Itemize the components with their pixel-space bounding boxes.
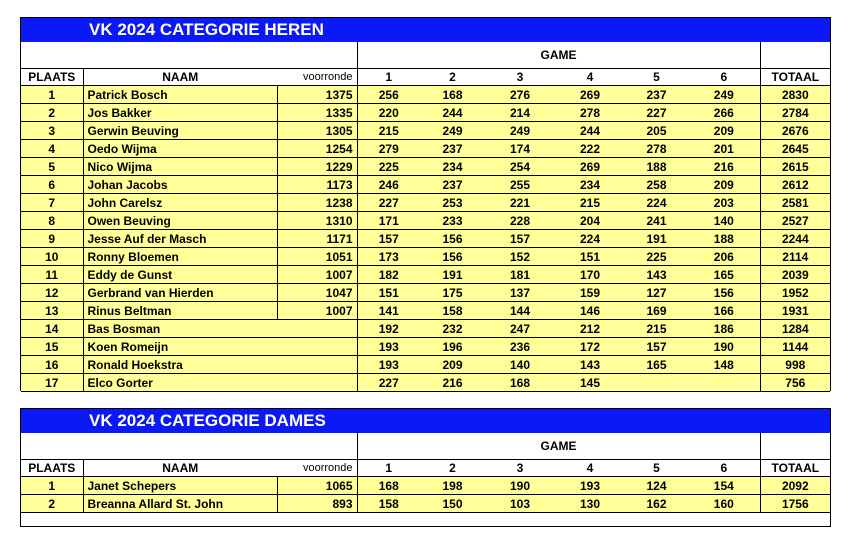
- game-1-score: 215: [357, 122, 420, 140]
- game-3-score: 103: [485, 495, 555, 513]
- name-cell: Jos Bakker: [83, 104, 277, 122]
- column-header-g6: 6: [688, 460, 760, 477]
- total-cell: 2830: [760, 86, 830, 104]
- game-2-score: 232: [420, 320, 485, 338]
- game-4-score: 159: [555, 284, 625, 302]
- blank-cell: [277, 433, 357, 460]
- name-cell: Gerwin Beuving: [83, 122, 277, 140]
- game-2-score: 209: [420, 356, 485, 374]
- name-cell: Janet Schepers: [83, 477, 277, 495]
- column-header-totaal: TOTAAL: [760, 460, 830, 477]
- game-1-score: 193: [357, 338, 420, 356]
- blank-cell: [83, 42, 277, 69]
- game-5-score: 225: [625, 248, 688, 266]
- total-cell: 998: [760, 356, 830, 374]
- voorronde-cell: 1238: [277, 194, 357, 212]
- column-header-voorronde: voorronde: [277, 460, 357, 477]
- total-cell: 2612: [760, 176, 830, 194]
- game-2-score: 156: [420, 230, 485, 248]
- table-row: [21, 140, 830, 158]
- total-cell: 2581: [760, 194, 830, 212]
- table-row: [21, 248, 830, 266]
- game-2-score: 198: [420, 477, 485, 495]
- game-header: GAME: [357, 433, 760, 460]
- game-1-score: 141: [357, 302, 420, 320]
- total-cell: 2784: [760, 104, 830, 122]
- game-3-score: 221: [485, 194, 555, 212]
- game-6-score: 249: [688, 86, 760, 104]
- game-2-score: 168: [420, 86, 485, 104]
- game-6-score: 266: [688, 104, 760, 122]
- game-6-score: 201: [688, 140, 760, 158]
- table-row: [21, 86, 830, 104]
- column-header-g5: 5: [625, 460, 688, 477]
- game-3-score: 152: [485, 248, 555, 266]
- voorronde-cell: 1171: [277, 230, 357, 248]
- voorronde-cell: 1254: [277, 140, 357, 158]
- game-1-score: 246: [357, 176, 420, 194]
- table-row: [21, 266, 830, 284]
- voorronde-cell: 1335: [277, 104, 357, 122]
- game-3-score: 181: [485, 266, 555, 284]
- game-1-score: 173: [357, 248, 420, 266]
- column-header-plaats: PLAATS: [21, 460, 83, 477]
- name-cell: Ronny Bloemen: [83, 248, 277, 266]
- game-1-score: 225: [357, 158, 420, 176]
- game-5-score: 205: [625, 122, 688, 140]
- name-cell: Rinus Beltman: [83, 302, 277, 320]
- rank-cell: 8: [21, 212, 83, 230]
- total-cell: 2092: [760, 477, 830, 495]
- game-4-score: 244: [555, 122, 625, 140]
- total-cell: 2114: [760, 248, 830, 266]
- column-header-g1: 1: [357, 460, 420, 477]
- game-2-score: 191: [420, 266, 485, 284]
- game-2-score: 158: [420, 302, 485, 320]
- game-3-score: 276: [485, 86, 555, 104]
- heren-title: VK 2024 CATEGORIE HEREN: [21, 18, 830, 42]
- game-4-score: 145: [555, 374, 625, 392]
- table-row: [21, 176, 830, 194]
- game-4-score: 193: [555, 477, 625, 495]
- game-1-score: 227: [357, 194, 420, 212]
- game-3-score: 247: [485, 320, 555, 338]
- name-cell: John Carelsz: [83, 194, 277, 212]
- table-row: [21, 104, 830, 122]
- game-5-score: 165: [625, 356, 688, 374]
- table-row: [21, 158, 830, 176]
- game-1-score: 193: [357, 356, 420, 374]
- rank-cell: 14: [21, 320, 83, 338]
- game-6-score: 209: [688, 176, 760, 194]
- voorronde-cell: 1047: [277, 284, 357, 302]
- total-cell: 1931: [760, 302, 830, 320]
- game-4-score: 224: [555, 230, 625, 248]
- game-4-score: 130: [555, 495, 625, 513]
- heren-table: [21, 42, 830, 409]
- game-6-score: 165: [688, 266, 760, 284]
- game-header: GAME: [357, 42, 760, 69]
- game-1-score: 192: [357, 320, 420, 338]
- blank-cell: [21, 392, 830, 410]
- total-cell: 1756: [760, 495, 830, 513]
- voorronde-cell: 1229: [277, 158, 357, 176]
- game-3-score: 168: [485, 374, 555, 392]
- total-cell: 1284: [760, 320, 830, 338]
- rank-cell: 13: [21, 302, 83, 320]
- name-cell: Oedo Wijma: [83, 140, 277, 158]
- game-3-score: 255: [485, 176, 555, 194]
- game-6-score: 156: [688, 284, 760, 302]
- name-cell: Ronald Hoekstra: [83, 356, 357, 374]
- voorronde-cell: 893: [277, 495, 357, 513]
- table-row: [21, 477, 830, 495]
- game-3-score: 157: [485, 230, 555, 248]
- column-header-g4: 4: [555, 460, 625, 477]
- rank-cell: 12: [21, 284, 83, 302]
- game-5-score: 278: [625, 140, 688, 158]
- game-2-score: 216: [420, 374, 485, 392]
- game-5-score: 191: [625, 230, 688, 248]
- name-cell: Eddy de Gunst: [83, 266, 277, 284]
- rank-cell: 3: [21, 122, 83, 140]
- game-5-score: 143: [625, 266, 688, 284]
- game-3-score: 190: [485, 477, 555, 495]
- game-2-score: 175: [420, 284, 485, 302]
- game-5-score: 224: [625, 194, 688, 212]
- rank-cell: 7: [21, 194, 83, 212]
- voorronde-cell: 1007: [277, 302, 357, 320]
- name-cell: Patrick Bosch: [83, 86, 277, 104]
- game-5-score: [625, 374, 688, 392]
- game-4-score: 234: [555, 176, 625, 194]
- total-cell: 2615: [760, 158, 830, 176]
- game-6-score: [688, 374, 760, 392]
- total-cell: 2527: [760, 212, 830, 230]
- game-3-score: 254: [485, 158, 555, 176]
- name-cell: Elco Gorter: [83, 374, 357, 392]
- game-5-score: 188: [625, 158, 688, 176]
- game-4-score: 151: [555, 248, 625, 266]
- rank-cell: 6: [21, 176, 83, 194]
- blank-cell: [760, 433, 830, 460]
- blank-cell: [21, 513, 830, 531]
- game-4-score: 212: [555, 320, 625, 338]
- blank-cell: [83, 433, 277, 460]
- table-row: [21, 194, 830, 212]
- table-row: [21, 495, 830, 513]
- name-cell: Gerbrand van Hierden: [83, 284, 277, 302]
- game-1-score: 158: [357, 495, 420, 513]
- game-5-score: 169: [625, 302, 688, 320]
- rank-cell: 1: [21, 477, 83, 495]
- game-4-score: 269: [555, 86, 625, 104]
- game-3-score: 249: [485, 122, 555, 140]
- total-cell: 1952: [760, 284, 830, 302]
- game-3-score: 137: [485, 284, 555, 302]
- table-row: [21, 122, 830, 140]
- game-4-score: 146: [555, 302, 625, 320]
- heren-results-table: [20, 17, 831, 391]
- game-6-score: 203: [688, 194, 760, 212]
- column-header-g3: 3: [485, 460, 555, 477]
- game-6-score: 160: [688, 495, 760, 513]
- game-4-score: 170: [555, 266, 625, 284]
- table-row: [21, 302, 830, 320]
- game-6-score: 209: [688, 122, 760, 140]
- name-cell: Breanna Allard St. John: [83, 495, 277, 513]
- game-5-score: 227: [625, 104, 688, 122]
- voorronde-cell: 1375: [277, 86, 357, 104]
- total-cell: 756: [760, 374, 830, 392]
- game-1-score: 220: [357, 104, 420, 122]
- game-6-score: 140: [688, 212, 760, 230]
- dames-results-table: [20, 408, 831, 527]
- table-row: [21, 230, 830, 248]
- rank-cell: 15: [21, 338, 83, 356]
- game-1-score: 168: [357, 477, 420, 495]
- rank-cell: 10: [21, 248, 83, 266]
- table-row: [21, 212, 830, 230]
- game-3-score: 214: [485, 104, 555, 122]
- name-cell: Koen Romeijn: [83, 338, 357, 356]
- column-header-g4: 4: [555, 69, 625, 86]
- rank-cell: 9: [21, 230, 83, 248]
- game-5-score: 237: [625, 86, 688, 104]
- game-3-score: 236: [485, 338, 555, 356]
- blank-cell: [760, 42, 830, 69]
- voorronde-cell: 1065: [277, 477, 357, 495]
- total-cell: 2039: [760, 266, 830, 284]
- game-2-score: 253: [420, 194, 485, 212]
- game-4-score: 204: [555, 212, 625, 230]
- game-6-score: 186: [688, 320, 760, 338]
- game-4-score: 222: [555, 140, 625, 158]
- game-2-score: 244: [420, 104, 485, 122]
- game-1-score: 171: [357, 212, 420, 230]
- table-row: [21, 356, 830, 374]
- game-1-score: 151: [357, 284, 420, 302]
- voorronde-cell: 1310: [277, 212, 357, 230]
- game-5-score: 258: [625, 176, 688, 194]
- blank-cell: [21, 42, 83, 69]
- column-header-g2: 2: [420, 460, 485, 477]
- rank-cell: 17: [21, 374, 83, 392]
- rank-cell: 4: [21, 140, 83, 158]
- column-header-g6: 6: [688, 69, 760, 86]
- game-3-score: 144: [485, 302, 555, 320]
- table-row: [21, 374, 830, 392]
- game-6-score: 154: [688, 477, 760, 495]
- dames-title: VK 2024 CATEGORIE DAMES: [21, 409, 830, 433]
- game-6-score: 166: [688, 302, 760, 320]
- game-6-score: 190: [688, 338, 760, 356]
- game-5-score: 157: [625, 338, 688, 356]
- game-4-score: 269: [555, 158, 625, 176]
- game-6-score: 188: [688, 230, 760, 248]
- game-2-score: 196: [420, 338, 485, 356]
- game-2-score: 237: [420, 176, 485, 194]
- total-cell: 2244: [760, 230, 830, 248]
- name-cell: Bas Bosman: [83, 320, 357, 338]
- table-row: [21, 284, 830, 302]
- game-2-score: 234: [420, 158, 485, 176]
- rank-cell: 2: [21, 104, 83, 122]
- game-2-score: 233: [420, 212, 485, 230]
- rank-cell: 2: [21, 495, 83, 513]
- game-1-score: 227: [357, 374, 420, 392]
- game-4-score: 143: [555, 356, 625, 374]
- game-3-score: 174: [485, 140, 555, 158]
- game-1-score: 157: [357, 230, 420, 248]
- column-header-plaats: PLAATS: [21, 69, 83, 86]
- game-1-score: 256: [357, 86, 420, 104]
- game-2-score: 237: [420, 140, 485, 158]
- column-header-g2: 2: [420, 69, 485, 86]
- game-3-score: 228: [485, 212, 555, 230]
- game-6-score: 148: [688, 356, 760, 374]
- column-header-naam: NAAM: [83, 69, 277, 86]
- game-5-score: 215: [625, 320, 688, 338]
- blank-cell: [277, 42, 357, 69]
- game-6-score: 206: [688, 248, 760, 266]
- rank-cell: 1: [21, 86, 83, 104]
- game-2-score: 249: [420, 122, 485, 140]
- rank-cell: 11: [21, 266, 83, 284]
- dames-table: [21, 433, 830, 530]
- name-cell: Jesse Auf der Masch: [83, 230, 277, 248]
- game-4-score: 278: [555, 104, 625, 122]
- game-3-score: 140: [485, 356, 555, 374]
- column-header-g5: 5: [625, 69, 688, 86]
- table-row: [21, 338, 830, 356]
- rank-cell: 5: [21, 158, 83, 176]
- game-6-score: 216: [688, 158, 760, 176]
- game-5-score: 162: [625, 495, 688, 513]
- total-cell: 1144: [760, 338, 830, 356]
- game-4-score: 172: [555, 338, 625, 356]
- voorronde-cell: 1173: [277, 176, 357, 194]
- game-2-score: 156: [420, 248, 485, 266]
- total-cell: 2676: [760, 122, 830, 140]
- game-5-score: 124: [625, 477, 688, 495]
- game-4-score: 215: [555, 194, 625, 212]
- voorronde-cell: 1051: [277, 248, 357, 266]
- column-header-voorronde: voorronde: [277, 69, 357, 86]
- name-cell: Nico Wijma: [83, 158, 277, 176]
- column-header-g3: 3: [485, 69, 555, 86]
- rank-cell: 16: [21, 356, 83, 374]
- game-1-score: 182: [357, 266, 420, 284]
- name-cell: Johan Jacobs: [83, 176, 277, 194]
- game-5-score: 127: [625, 284, 688, 302]
- voorronde-cell: 1007: [277, 266, 357, 284]
- column-header-totaal: TOTAAL: [760, 69, 830, 86]
- voorronde-cell: 1305: [277, 122, 357, 140]
- blank-cell: [21, 433, 83, 460]
- column-header-naam: NAAM: [83, 460, 277, 477]
- table-row: [21, 320, 830, 338]
- column-header-g1: 1: [357, 69, 420, 86]
- name-cell: Owen Beuving: [83, 212, 277, 230]
- game-5-score: 241: [625, 212, 688, 230]
- total-cell: 2645: [760, 140, 830, 158]
- game-1-score: 279: [357, 140, 420, 158]
- game-2-score: 150: [420, 495, 485, 513]
